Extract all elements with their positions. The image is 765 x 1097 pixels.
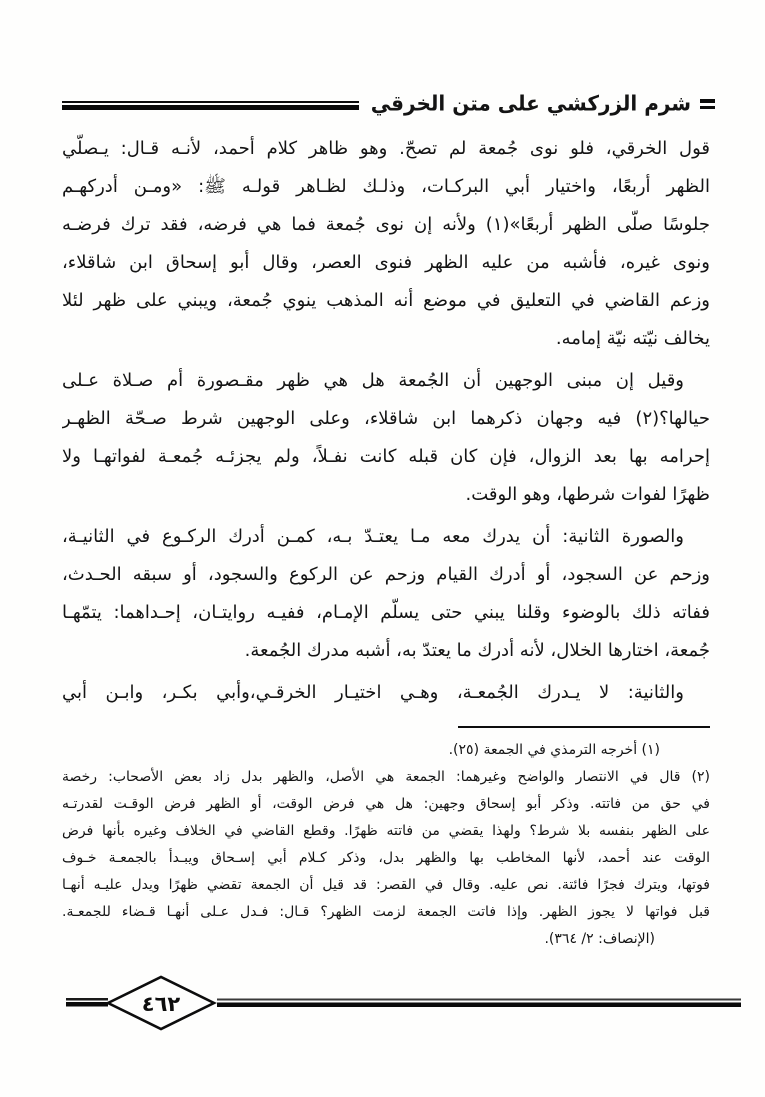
body-line: جُمعة، اختارها الخلال، لأنه أدرك ما يعتدّ به، أشبه مدرك الجُمعة. — [244, 640, 710, 661]
body-line: ففاته ذلك بالوضوء وقلنا يبني حتى يسلّم الإمـام، ففيـه روايتـان، إحـداهما: يتمّهـا — [62, 602, 710, 623]
page-number: ٤٦٢ — [141, 992, 181, 1016]
body-text — [0, 116, 765, 712]
footnote-line: قبل فواتها لا يجوز الظهر. وإذا فاتت الجمعة لزمت الظهر؟ قـال: فـدل عـلى أنهـا قـضاء للجمعـة. — [62, 904, 710, 920]
footer-right-rule — [217, 999, 741, 1008]
body-line: وقيل إن مبنى الوجهين أن الجُمعة هل هي ظهر مقـصورة أم صـلاة عـلى — [62, 370, 684, 391]
body-line: قول الخرقي، فلو نوى جُمعة لم تصحّ. وهو ظاهر كلام أحمد، لأنـه قـال: يـصلّي — [62, 138, 710, 159]
double-bar-icon — [700, 99, 715, 109]
body-line: جلوسًا صلّى الظهر أربعًا»(١) ولأنه إن نوى جُمعة فما هي فرضه، فقد ترك فرضـه — [62, 214, 710, 235]
footnote-line: على الظهر بنفسه بلا شرط؟ ولهذا يقضي من فاتته ظهرًا. وقطع القاضي في الخلاف وغيره بأنها فرض — [62, 823, 710, 839]
body-line: ونوى غيره، فأشبه من عليه الظهر فنوى العصر، وقال أبو إسحاق ابن شاقلاء، — [62, 252, 710, 273]
footer-left-rule — [66, 998, 108, 1007]
body-line: والثانية: لا يـدرك الجُمعـة، وهـي اختيـار الخرقـي،وأبي بكـر، وابـن أبي — [62, 682, 684, 703]
page-number-diamond — [108, 977, 214, 1029]
body-line: الظهر أربعًا، واختيار أبي البركـات، وذلـك لظـاهر قولـه ﷺ: «ومـن أدركهـم — [62, 176, 710, 197]
footnote-line: (٢) قال في الانتصار والواضح وغيرهما: الجمعة هي الأصل، والظهر بدل زاد بعض الأصحاب: رخصة — [62, 769, 710, 785]
footnote-separator — [458, 726, 710, 728]
body-line: حيالها؟(٢) فيه وجهان ذكرهما ابن شاقلاء، وعلى الوجهين شرط صـحّة الظهـر — [62, 408, 710, 429]
footnote-line: (الإنصاف: ٢/ ٣٦٤). — [544, 931, 655, 947]
footnote-line: الوقت عند أحمد، لأنها المخاطب بها والظهر بدل، وذكر كـلام أبي إسـحاق ويبـدأ بالجمعـة خـوف — [62, 850, 710, 866]
header-rule — [62, 101, 359, 110]
footnote-line: في حق من فاتته. وذكر أبو إسحاق وجهين: هل هي فرض الوقت، أو الظهر فرض الوقـت لقدرتـه — [62, 796, 710, 812]
page-footer — [0, 971, 765, 1035]
footnote-line: فوتها، ويترك فجرًا فائتة. نص عليه. وقال في القصر: قد قيل أن الجمعة تقضي ظهرًا ويدل عليـه أنهـا — [62, 877, 710, 893]
body-line: وزعم القاضي في التعليق في موضع أنه المذهب ينوي جُمعة، ويبني على ظهر لئلا — [62, 290, 710, 311]
page-header — [0, 0, 765, 116]
running-head-title: شرم الزركشي على متن الخرقي — [370, 90, 691, 116]
body-line: إحرامه بها بعد الزوال، فإن كان قبله كانت نفـلاً، ولم يجزئـه جُمعـة لفواتهـا ولا — [62, 446, 710, 467]
body-line: ظهرًا لفوات شرطها، وهو الوقت. — [465, 484, 710, 505]
body-line: وزحم عن السجود، أو أدرك القيام وزحم عن الركوع والسجود، أو سبقه الحـدث، — [62, 564, 710, 585]
body-line: يخالف نيّته نيّة إمامه. — [555, 328, 710, 349]
footnotes-section — [0, 726, 765, 953]
footnote-line: (١) أخرجه الترمذي في الجمعة (٢٥). — [448, 742, 660, 758]
body-line: والصورة الثانية: أن يدرك معه مـا يعتـدّ بـه، كمـن أدرك الركـوع في الثانيـة، — [62, 526, 684, 547]
